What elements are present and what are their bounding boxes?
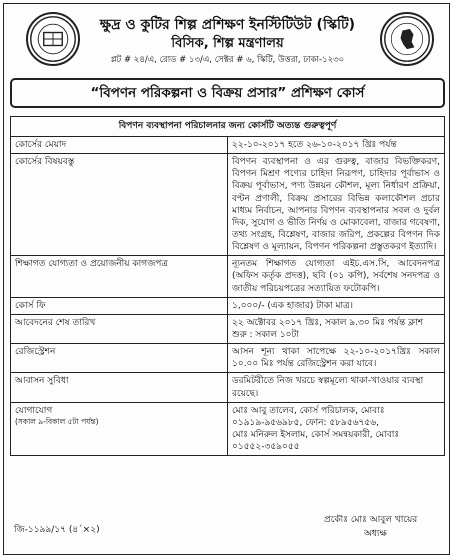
contact-hours-note: (সকাল ৯-বিকাল ৫টা পর্যন্ত)	[15, 416, 99, 426]
signer-name: প্রকৌঃ মোঃ আবুল খায়ের	[324, 515, 418, 525]
fee-label: কোর্স ফি	[11, 297, 228, 314]
contact-label: যোগাযোগ	[15, 405, 53, 416]
table-row	[11, 154, 445, 256]
contact-line-2: মোঃ মনিরুল ইসলাম, কোর্স সমন্বয়কারী, মোবাঃ ০১৫৫২-৩৫৯০৫৫	[232, 429, 400, 453]
duration-value: ২২-১০-২০১৭ হতে ২৬-১০-২০১৭ খ্রিঃ পর্যন্ত	[228, 137, 445, 154]
contact-line-1: মোঃ আবু তালেব, কোর্স পরিচালক, মোবাঃ ০১৯১৯-৯৫৬৯৮৫, ফোন: ৫৮৯৫৬৭৫৬,	[232, 405, 385, 428]
contact-label-cell	[11, 402, 228, 456]
reference-number: জি-১১৯৯/১৭ (৪´×২)	[14, 525, 100, 535]
accommodation-value: ডরমিটরীতে নিজ খরচে স্বল্পমূল্যে থাকা-খাওয়ার ব্যবস্থা রয়েছে।	[228, 373, 445, 402]
course-importance-note: বিপণন ব্যবস্থাপনা পরিচালনার জন্য কোর্সটি অত্যন্ত গুরুত্বপূর্ণ	[11, 117, 445, 137]
fee-value: ১,০০০/- (এক হাজার) টাকা মাত্র।	[228, 297, 445, 314]
course-title: “বিপণন পরিকল্পনা ও বিক্রয় প্রসার” প্রশিক্ষণ কোর্স	[10, 78, 445, 108]
qualification-value: ন্যূনতম শিক্ষাগত যোগ্যতা এইচ.এস.সি, আবেদনপত্র (অফিস কর্তৃক প্রদত্ত), ছবি (০১ কপি), সর্বশেষ সনদপত্র ও জাতীয় পরিচয়পত্রের সত্যায়িত ফটোকপি।	[228, 256, 445, 297]
deadline-label: আবেদনের শেষ তারিখ	[11, 314, 228, 343]
contact-value	[228, 402, 445, 456]
course-info-table	[10, 116, 445, 456]
table-row	[11, 373, 445, 402]
content-label: কোর্সের বিষয়বস্তু	[11, 154, 228, 256]
signer-title: অধ্যক্ষ	[364, 529, 387, 539]
table-row	[11, 137, 445, 154]
table-row	[11, 117, 445, 137]
organization-address: প্লট # ২৪/এ, রোড # ১৩/এ, সেক্টর # ৬, স্কিটি, উত্তরা, ঢাকা-১২৩০	[110, 55, 345, 65]
table-row	[11, 256, 445, 297]
table-row	[11, 344, 445, 373]
table-row	[11, 402, 445, 456]
bangladesh-government-seal-icon	[380, 12, 434, 66]
registration-value: আসন শূন্য থাকা সাপেক্ষে ২২-১০-২০১৭খ্রিঃ সকাল ১০.০০ মিঃ পর্যন্ত রেজিস্ট্রেশন করা যাবে।	[228, 344, 445, 373]
deadline-value: ২২ অক্টোবর ২০১৭ খ্রিঃ, সকাল ৯.৩০ মিঃ পর্যন্ত ক্লাশ শুরু : সকাল ১০টা	[228, 314, 445, 343]
qualification-label: শিক্ষাগত যোগ্যতা ও প্রয়োজনীয় কাগজপত্র	[11, 256, 228, 297]
table-row	[11, 314, 445, 343]
accommodation-label: আবাসন সুবিধা	[11, 373, 228, 402]
content-value: বিপণন ব্যবস্থাপনা ও এর গুরুত্ব, বাজার বিভক্তিকরণ, বিপণন মিশ্রণ পণ্যের চাহিদা নিরূপণ, চাহিদার পূর্বাভাস ও বিক্রয় পূর্বাভাস, পণ্য উন্নয়ন কৌশল, মূল্য নির্ধারণ প্রক্রিয়া, বণ্টন প্রণালী, বিক্রয় প্রসারের বিভিন্ন কলাকৌশল প্রচার মাধ্যম নির্বাচন, আপনার বিপণন ব্যবস্থাপনার সবল ও দুর্বল দিক, সুযোগ ও ভীতি নির্ণয় ও মোকাবেলা, বাজার গবেষণা, তথ্য সংগ্রহ, বিশ্লেষণ, বাজার জরিপ, প্রকল্পের বিপণন দিক বিশ্লেষণ ও মূল্যায়ন, বিপণন পরিকল্পনা প্রস্তুতকরণ ইত্যাদি।	[228, 154, 445, 256]
registration-label: রেজিস্ট্রেশন	[11, 344, 228, 373]
organization-name: ক্ষুদ্র ও কুটির শিল্প প্রশিক্ষণ ইনস্টিটিউট (স্কিটি)	[99, 17, 356, 33]
table-row	[11, 297, 445, 314]
duration-label: কোর্সের মেয়াদ	[11, 137, 228, 154]
ministry-name: বিসিক, শিল্প মন্ত্রণালয়	[171, 36, 284, 51]
advertisement-page	[3, 3, 450, 555]
